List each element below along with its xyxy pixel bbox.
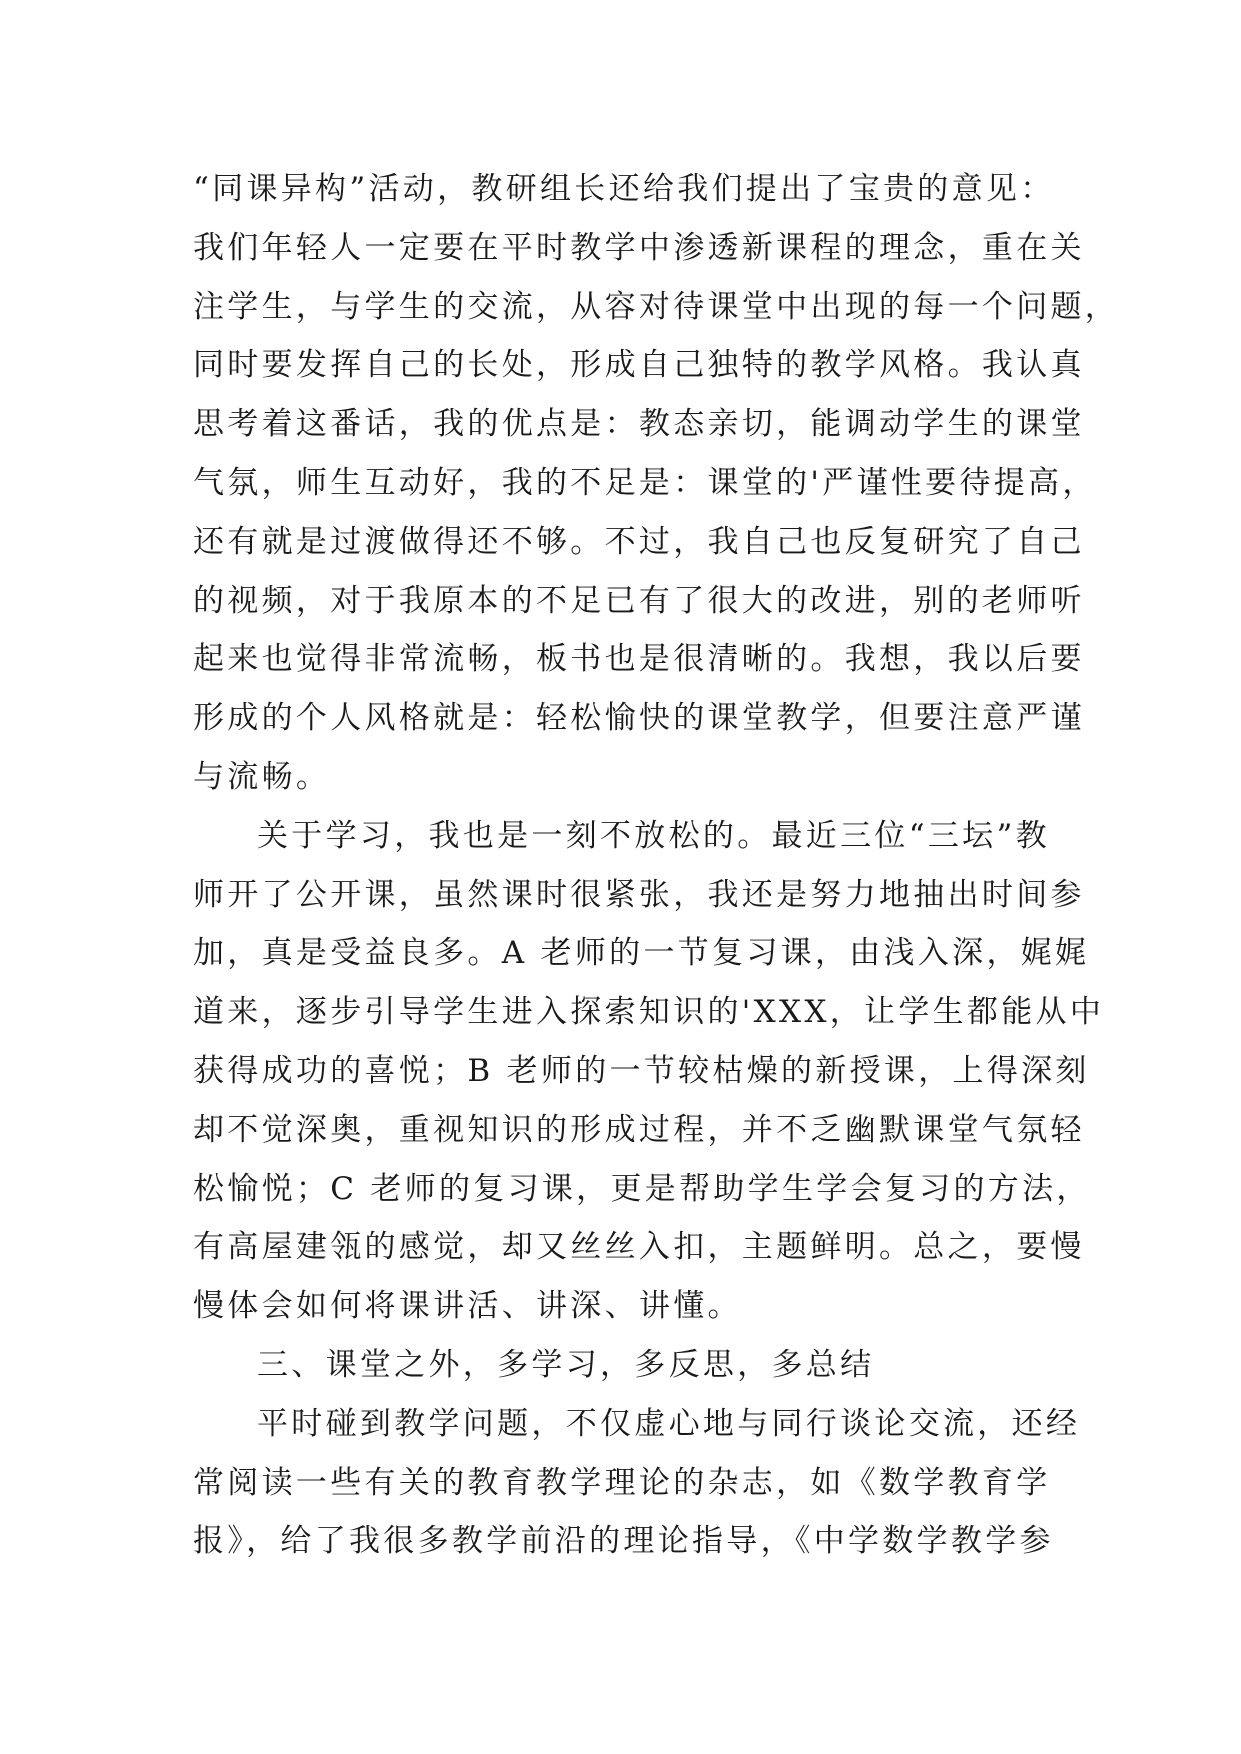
section-heading: 三、课堂之外，多学习，多反思，多总结 xyxy=(257,1346,875,1383)
text-line: 注学生，与学生的交流，从容对待课堂中出现的每一个问题， xyxy=(193,288,1120,325)
text-line: 同时要发挥自己的长处，形成自己独特的教学风格。我认真 xyxy=(193,347,1085,384)
paragraph-first-line: 平时碰到教学问题，不仅虚心地与同行谈论交流，还经 xyxy=(257,1405,1081,1442)
text-line: 思考着这番话，我的优点是：教态亲切，能调动学生的课堂 xyxy=(193,406,1085,443)
text-line: “同课异构”活动，教研组长还给我们提出了宝贵的意见： xyxy=(193,171,1055,207)
text-line: 有高屋建瓴的感觉，却又丝丝入扣，主题鲜明。总之，要慢 xyxy=(193,1229,1085,1266)
text-line: 加，真是受益良多。A 老师的一节复习课，由浅入深，娓娓 xyxy=(193,935,1090,972)
text-line: 气氛，师生互动好，我的不足是：课堂的'严谨性要待提高， xyxy=(193,464,1097,501)
text-line: 慢体会如何将课讲活、讲深、讲懂。 xyxy=(193,1288,742,1325)
text-line: 松愉悦；C 老师的复习课，更是帮助学生学会复习的方法， xyxy=(193,1170,1091,1207)
text-line: 起来也觉得非常流畅，板书也是很清晰的。我想，我以后要 xyxy=(193,641,1085,678)
text-line: 报》，给了我很多教学前沿的理论指导，《中学数学教学参 xyxy=(193,1523,1054,1560)
text-line: 还有就是过渡做得还不够。不过，我自己也反复研究了自己 xyxy=(193,523,1085,560)
text-line: 获得成功的喜悦；B 老师的一节较枯燥的新授课，上得深刻 xyxy=(193,1052,1090,1089)
text-line: 却不觉深奥，重视知识的形成过程，并不乏幽默课堂气氛轻 xyxy=(193,1111,1085,1148)
paragraph-first-line: 关于学习，我也是一刻不放松的。最近三位“三坛”教 xyxy=(257,817,1050,854)
text-line: 我们年轻人一定要在平时教学中渗透新课程的理念，重在关 xyxy=(193,229,1085,266)
text-line: 道来，逐步引导学生进入探索知识的'XXX，让学生都能从中 xyxy=(193,994,1105,1031)
text-line: 形成的个人风格就是：轻松愉快的课堂教学，但要注意严谨 xyxy=(193,700,1085,737)
text-line: 与流畅。 xyxy=(193,758,331,795)
body-text xyxy=(193,160,1120,1571)
text-line: 的视频，对于我原本的不足已有了很大的改进，别的老师听 xyxy=(193,582,1085,619)
text-line: 常阅读一些有关的教育教学理论的杂志，如《数学教育学 xyxy=(193,1464,1051,1501)
text-line: 师开了公开课，虽然课时很紧张，我还是努力地抽出时间参 xyxy=(193,876,1085,913)
